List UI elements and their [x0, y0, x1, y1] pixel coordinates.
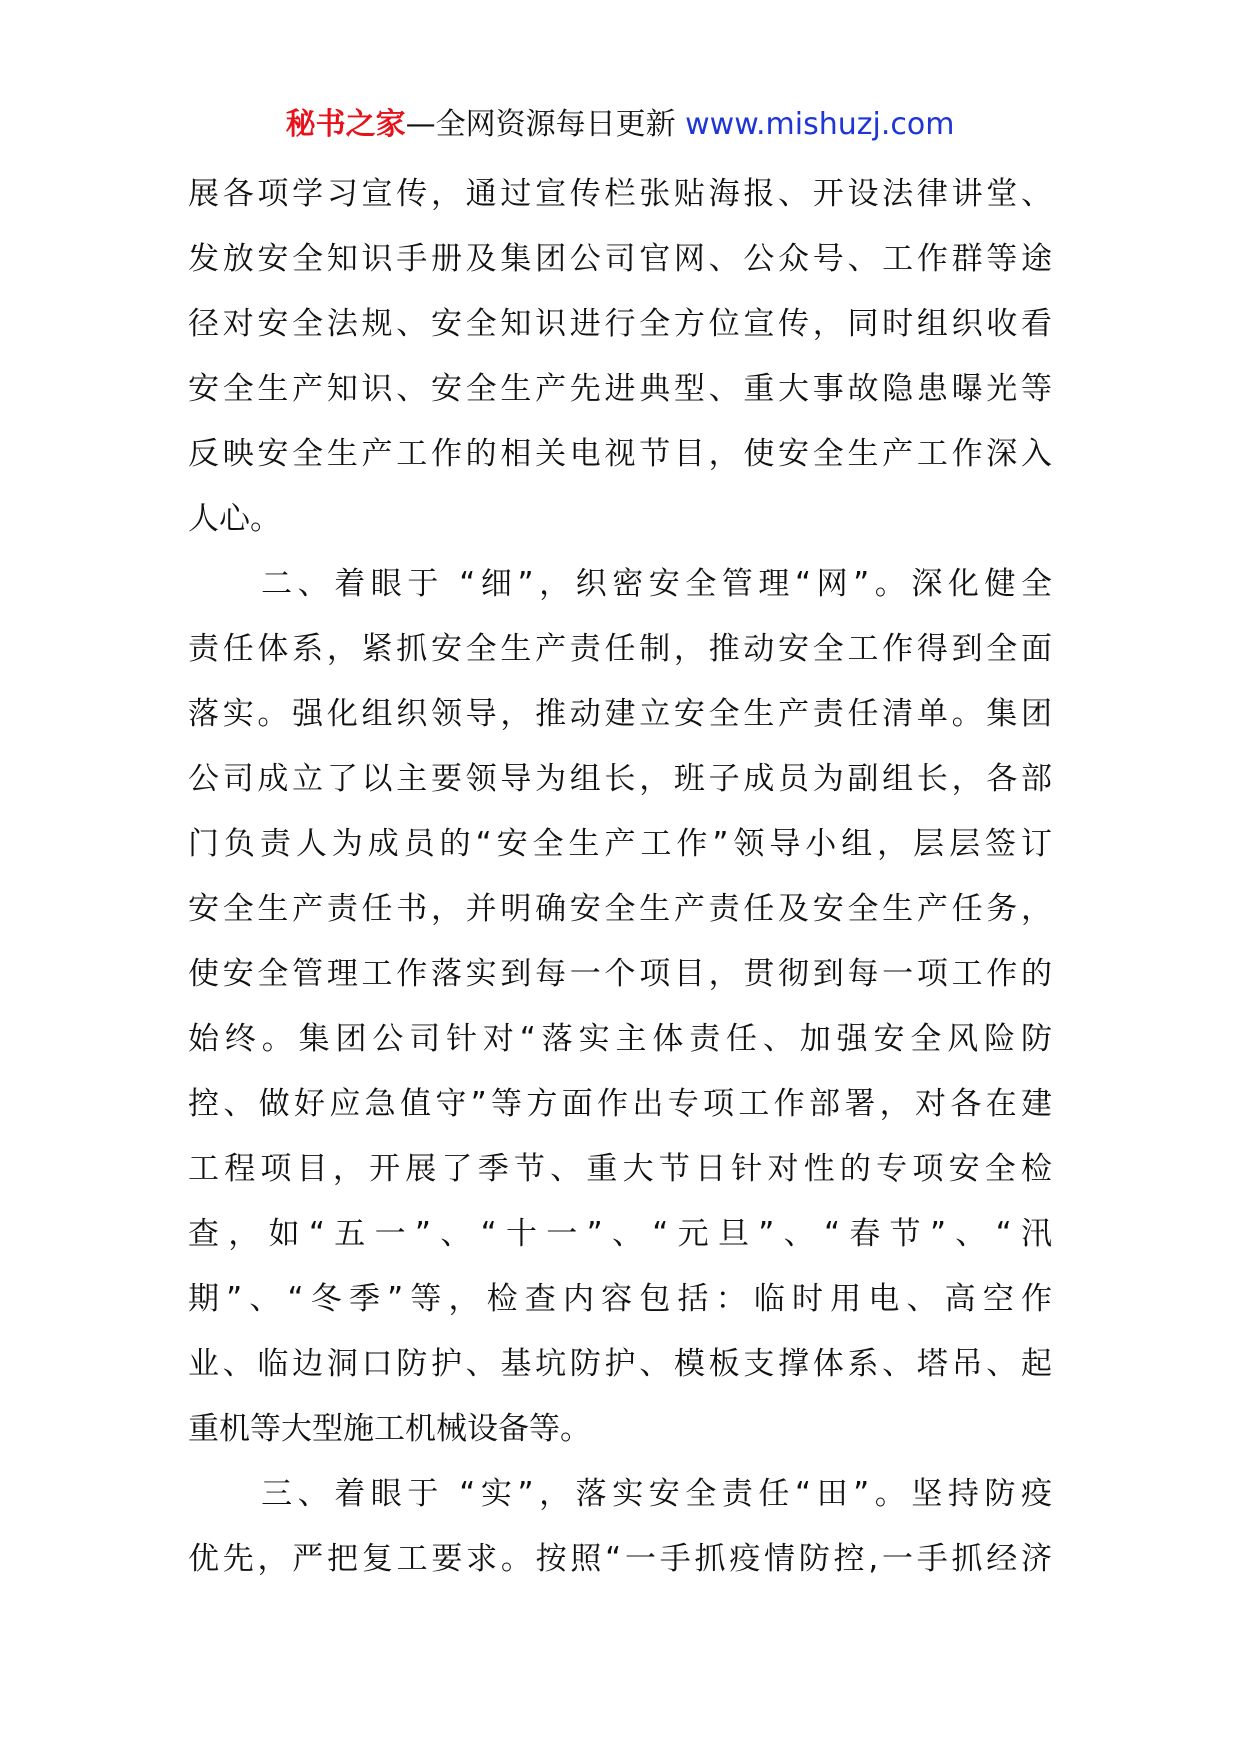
body-text-line: 二、着眼于 “细”，织密安全管理“网”。深化健全 [188, 566, 1052, 602]
body-text-line: 反映安全生产工作的相关电视节目，使安全生产工作深入 [188, 436, 1052, 472]
body-text-line: 三、着眼于 “实”，落实安全责任“田”。坚持防疫 [188, 1476, 1052, 1512]
body-text-line: 责任体系，紧抓安全生产责任制，推动安全工作得到全面 [188, 631, 1052, 667]
body-text-line: 人心。 [188, 501, 281, 537]
body-text-line: 安全生产知识、安全生产先进典型、重大事故隐患曝光等 [188, 371, 1052, 407]
body-text-line: 落实。强化组织领导，推动建立安全生产责任清单。集团 [188, 696, 1052, 732]
body-text-line: 业、临边洞口防护、基坑防护、模板支撑体系、塔吊、起 [188, 1346, 1052, 1382]
body-text-line: 公司成立了以主要领导为组长，班子成员为副组长，各部 [188, 761, 1052, 797]
header-url-link[interactable]: www.mishuzj.com [685, 107, 955, 142]
body-text-line: 径对安全法规、安全知识进行全方位宣传，同时组织收看 [188, 306, 1052, 342]
body-text-line: 查，如“五一”、“十一”、“元旦”、“春节”、“汛 [188, 1216, 1052, 1252]
body-text-line: 工程项目，开展了季节、重大节日针对性的专项安全检 [188, 1151, 1052, 1187]
body-text-line: 控、做好应急值守”等方面作出专项工作部署，对各在建 [188, 1086, 1052, 1122]
page-header [0, 100, 1240, 150]
header-brand: 秘书之家 [285, 107, 406, 142]
body-text-line: 使安全管理工作落实到每一个项目，贯彻到每一项工作的 [188, 956, 1052, 992]
body-text-line: 门负责人为成员的“安全生产工作”领导小组，层层签订 [188, 826, 1052, 862]
body-text-line: 安全生产责任书，并明确安全生产责任及安全生产任务， [188, 891, 1052, 927]
body-text-line: 始终。集团公司针对“落实主体责任、加强安全风险防 [188, 1021, 1052, 1057]
body-text-line: 期”、“冬季”等，检查内容包括：临时用电、高空作 [188, 1281, 1052, 1317]
document-body [188, 162, 1052, 1592]
body-text-line: 优先，严把复工要求。按照“一手抓疫情防控,一手抓经济 [188, 1541, 1052, 1577]
body-text-line: 展各项学习宣传，通过宣传栏张贴海报、开设法律讲堂、 [188, 176, 1052, 212]
header-tagline: —全网资源每日更新 [405, 107, 676, 142]
body-text-line: 重机等大型施工机械设备等。 [188, 1411, 591, 1447]
body-text-line: 发放安全知识手册及集团公司官网、公众号、工作群等途 [188, 241, 1052, 277]
